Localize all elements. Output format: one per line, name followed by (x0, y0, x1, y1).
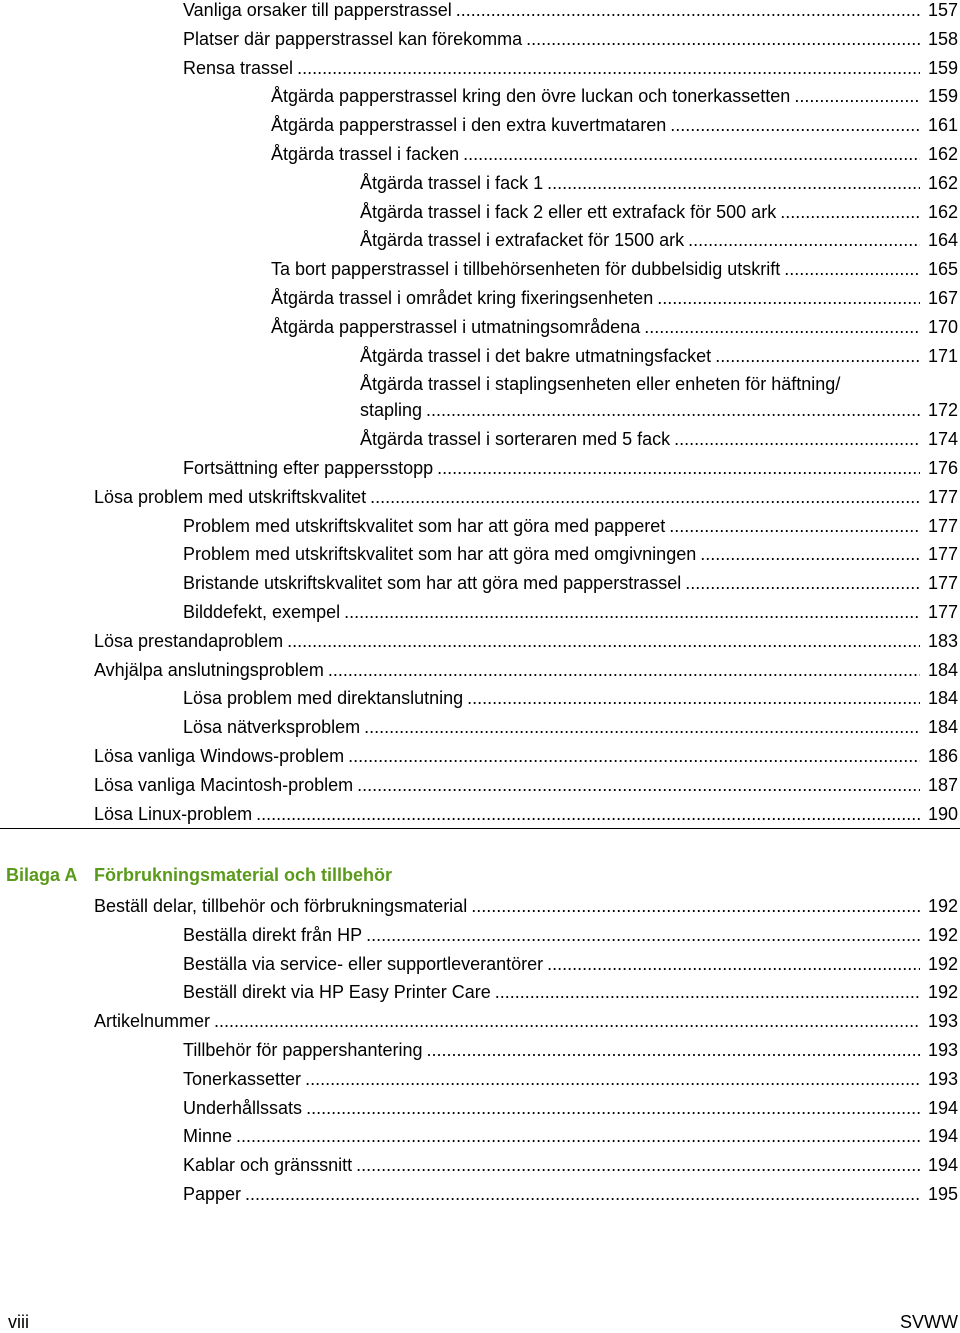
toc-entry-page: 177 (927, 573, 958, 594)
toc-entry-title: Åtgärda trassel i extrafacket för 1500 ark (360, 230, 685, 251)
toc-entry[interactable] (0, 631, 960, 655)
toc-entry-title: Bristande utskriftskvalitet som har att göra med papperstrassel (183, 573, 682, 594)
dot-leader (644, 317, 920, 338)
toc-entry-page: 192 (927, 896, 958, 916)
toc-entry-title: Underhållssats (183, 1097, 303, 1118)
toc-entry[interactable] (0, 602, 960, 626)
toc-entry-title: Åtgärda trassel i området kring fixeringsenheten (271, 288, 654, 308)
toc-entry-page: 162 (927, 144, 958, 164)
toc-entry-page: 172 (927, 400, 958, 421)
toc-entry[interactable] (0, 660, 960, 684)
toc-entry[interactable] (0, 925, 960, 949)
dot-leader (297, 58, 920, 79)
dot-leader (463, 144, 920, 165)
toc-entry-title: Artikelnummer (94, 1011, 211, 1032)
toc-entry-page: 158 (927, 28, 958, 49)
toc-entry[interactable] (0, 259, 960, 283)
toc-entry[interactable] (0, 746, 960, 770)
toc-entry[interactable] (0, 29, 960, 53)
dot-leader (526, 29, 920, 50)
dot-leader (356, 1155, 920, 1176)
toc-entry-page: 194 (927, 1097, 958, 1118)
dot-leader (674, 429, 920, 450)
toc-entry-title: Beställa via service- eller supportleverantörer (183, 953, 544, 974)
dot-leader (305, 1069, 920, 1090)
dot-leader (456, 0, 920, 21)
toc-entry[interactable] (0, 144, 960, 168)
dot-leader (715, 346, 920, 367)
toc-entry[interactable] (0, 954, 960, 978)
toc-entry[interactable] (0, 896, 960, 920)
toc-entry[interactable] (0, 202, 960, 226)
toc-entry-title: Lösa prestandaproblem (94, 630, 284, 651)
toc-entry-title: Åtgärda trassel i sorteraren med 5 fack (360, 429, 671, 450)
toc-entry-page: 171 (927, 345, 958, 366)
toc-entry-title: Papper (183, 1184, 242, 1204)
toc-entry-page: 190 (927, 803, 958, 824)
toc-entry-page: 193 (927, 1068, 958, 1089)
footer-doc-code: SVWW (900, 1312, 958, 1332)
toc-entry-page: 184 (927, 659, 958, 680)
toc-entry-page: 177 (927, 544, 958, 565)
toc-entry-title: Tillbehör för pappershantering (183, 1040, 423, 1060)
footer-page-number: viii (8, 1312, 29, 1332)
toc-entry-page: 193 (927, 1040, 958, 1060)
toc-entry-title: Avhjälpa anslutningsproblem (94, 659, 324, 680)
toc-entry[interactable] (0, 982, 960, 1006)
toc-entry-title: Rensa trassel (183, 57, 294, 78)
dot-leader (348, 746, 920, 767)
dot-leader (685, 573, 920, 594)
toc-entry[interactable] (0, 317, 960, 341)
toc-entry[interactable] (0, 1126, 960, 1150)
dot-leader (495, 982, 920, 1003)
toc-entry-title: Platser där papperstrassel kan förekomma (183, 28, 523, 49)
toc-entry[interactable] (0, 487, 960, 511)
toc-entry[interactable] (0, 1011, 960, 1035)
toc-entry-page: 192 (927, 982, 958, 1003)
toc-entry[interactable] (0, 288, 960, 312)
dot-leader (780, 202, 920, 223)
toc-entry-page: 164 (927, 230, 958, 251)
dot-leader (669, 516, 920, 537)
dot-leader (547, 173, 920, 194)
toc-entry-title: Kablar och gränssnitt (183, 1155, 353, 1176)
toc-entry-title: Beställ delar, tillbehör och förbrukningsmaterial (94, 896, 468, 916)
toc-entry-title: Vanliga orsaker till papperstrassel (183, 0, 452, 20)
toc-entry[interactable] (0, 429, 960, 453)
toc-entry-page: 183 (927, 630, 958, 651)
dot-leader (214, 1011, 920, 1032)
dot-leader (426, 1040, 920, 1061)
toc-entry[interactable] (0, 1040, 960, 1064)
toc-entry-page: 186 (927, 746, 958, 766)
toc-entry-title: Lösa vanliga Macintosh-problem (94, 774, 354, 795)
toc-entry[interactable] (0, 804, 960, 828)
dot-leader (426, 400, 920, 421)
toc-entry[interactable] (0, 346, 960, 370)
toc-entry-title: Beställ direkt via HP Easy Printer Care (183, 982, 491, 1003)
toc-entry-page: 177 (927, 515, 958, 536)
dot-leader (344, 602, 920, 623)
toc-entry-page: 194 (927, 1155, 958, 1176)
toc-entry[interactable] (0, 516, 960, 540)
toc-entry-title: Åtgärda papperstrassel kring den övre luckan och tonerkassetten (271, 86, 791, 107)
toc-entry-title: Bilddefekt, exempel (183, 602, 341, 622)
toc-entry[interactable] (0, 86, 960, 110)
dot-leader (437, 458, 920, 479)
toc-entry[interactable] (0, 717, 960, 741)
toc-entry-title: Fortsättning efter pappersstopp (183, 458, 434, 478)
toc-entry[interactable] (0, 1184, 960, 1208)
toc-entry[interactable] (0, 1155, 960, 1179)
toc-entry-title: Lösa problem med direktanslutning (183, 688, 464, 709)
dot-leader (256, 804, 920, 825)
toc-entry[interactable] (0, 573, 960, 597)
dot-leader (794, 86, 920, 107)
toc-entry-title: Problem med utskriftskvalitet som har att göra med omgivningen (183, 544, 697, 565)
toc-entry-page: 161 (927, 115, 958, 136)
toc-entry-title: Lösa nätverksproblem (183, 717, 361, 738)
toc-entry-title: Tonerkassetter (183, 1068, 302, 1089)
toc-entry-page: 162 (927, 201, 958, 222)
toc-entry-title: Lösa vanliga Windows-problem (94, 746, 345, 766)
dot-leader (370, 487, 920, 508)
toc-entry-page: 162 (927, 172, 958, 193)
toc-entry-page: 187 (927, 774, 958, 795)
dot-leader (784, 259, 920, 280)
dot-leader (306, 1098, 920, 1119)
toc-entry[interactable] (0, 173, 960, 197)
appendix-title: Förbrukningsmaterial och tillbehör (94, 865, 393, 885)
toc-entry-title: Åtgärda papperstrassel i utmatningsområdena (271, 316, 641, 337)
toc-entry[interactable] (0, 230, 960, 254)
toc-entry-title: Beställa direkt från HP (183, 924, 363, 945)
dot-leader (670, 115, 920, 136)
dot-leader (688, 230, 920, 251)
dot-leader (328, 660, 920, 681)
toc-entry-title: Åtgärda trassel i fack 2 eller ett extrafack för 500 ark (360, 201, 777, 222)
toc-entry-page: 170 (927, 316, 958, 337)
toc-entry[interactable] (0, 115, 960, 139)
section-divider (0, 828, 960, 829)
dot-leader (236, 1126, 920, 1147)
toc-entry-page: 177 (927, 486, 958, 507)
toc-entry-page: 194 (927, 1126, 958, 1147)
dot-leader (245, 1184, 920, 1205)
toc-entry[interactable] (0, 544, 960, 568)
toc-entry-page: 176 (927, 458, 958, 478)
dot-leader (366, 925, 920, 946)
toc-entry-title: Åtgärda trassel i det bakre utmatningsfacket (360, 345, 712, 366)
toc-entry[interactable] (0, 1069, 960, 1093)
dot-leader (467, 688, 920, 709)
toc-entry-page: 195 (927, 1184, 958, 1204)
toc-entry-title: Problem med utskriftskvalitet som har att göra med papperet (183, 515, 666, 536)
toc-entry-page: 165 (927, 259, 958, 280)
toc-entry-page: 167 (927, 288, 958, 308)
toc-entry-title: Ta bort papperstrassel i tillbehörsenheten för dubbelsidig utskrift (271, 259, 781, 280)
toc-entry-title: Åtgärda trassel i fack 1 (360, 172, 544, 193)
toc-entry[interactable] (0, 58, 960, 82)
toc-entry-title: Åtgärda trassel i facken (271, 144, 460, 164)
toc-entry[interactable] (0, 775, 960, 799)
toc-entry[interactable] (0, 1098, 960, 1122)
toc-entry-title: Åtgärda papperstrassel i den extra kuvertmataren (271, 115, 667, 136)
dot-leader (700, 544, 920, 565)
appendix-label: Bilaga A (6, 865, 78, 885)
dot-leader (364, 717, 920, 738)
toc-entry-page: 192 (927, 924, 958, 945)
toc-entry-page: 157 (927, 0, 958, 20)
toc-entry-page: 184 (927, 717, 958, 738)
toc-entry[interactable] (0, 458, 960, 482)
toc-entry-page: 184 (927, 688, 958, 709)
toc-entry-page: 174 (927, 429, 958, 450)
toc-entry-page: 192 (927, 953, 958, 974)
toc-entry-title: Lösa Linux-problem (94, 803, 253, 824)
dot-leader (357, 775, 920, 796)
toc-entry-title: Minne (183, 1126, 233, 1147)
dot-leader (547, 954, 920, 975)
toc-entry-page: 159 (927, 86, 958, 107)
dot-leader (657, 288, 920, 309)
toc-entry-page: 193 (927, 1011, 958, 1032)
toc-entry-title: Lösa problem med utskriftskvalitet (94, 486, 367, 507)
toc-entry[interactable] (0, 688, 960, 712)
dot-leader (471, 896, 920, 917)
toc-entry-title-continued: stapling (360, 400, 423, 421)
toc-entry-title: Åtgärda trassel i staplingsenheten eller enheten för häftning/ (360, 374, 841, 395)
toc-entry-page: 159 (927, 57, 958, 78)
toc-entry[interactable] (0, 374, 960, 421)
dot-leader (287, 631, 920, 652)
toc-entry[interactable] (0, 0, 960, 24)
toc-entry-page: 177 (927, 602, 958, 622)
